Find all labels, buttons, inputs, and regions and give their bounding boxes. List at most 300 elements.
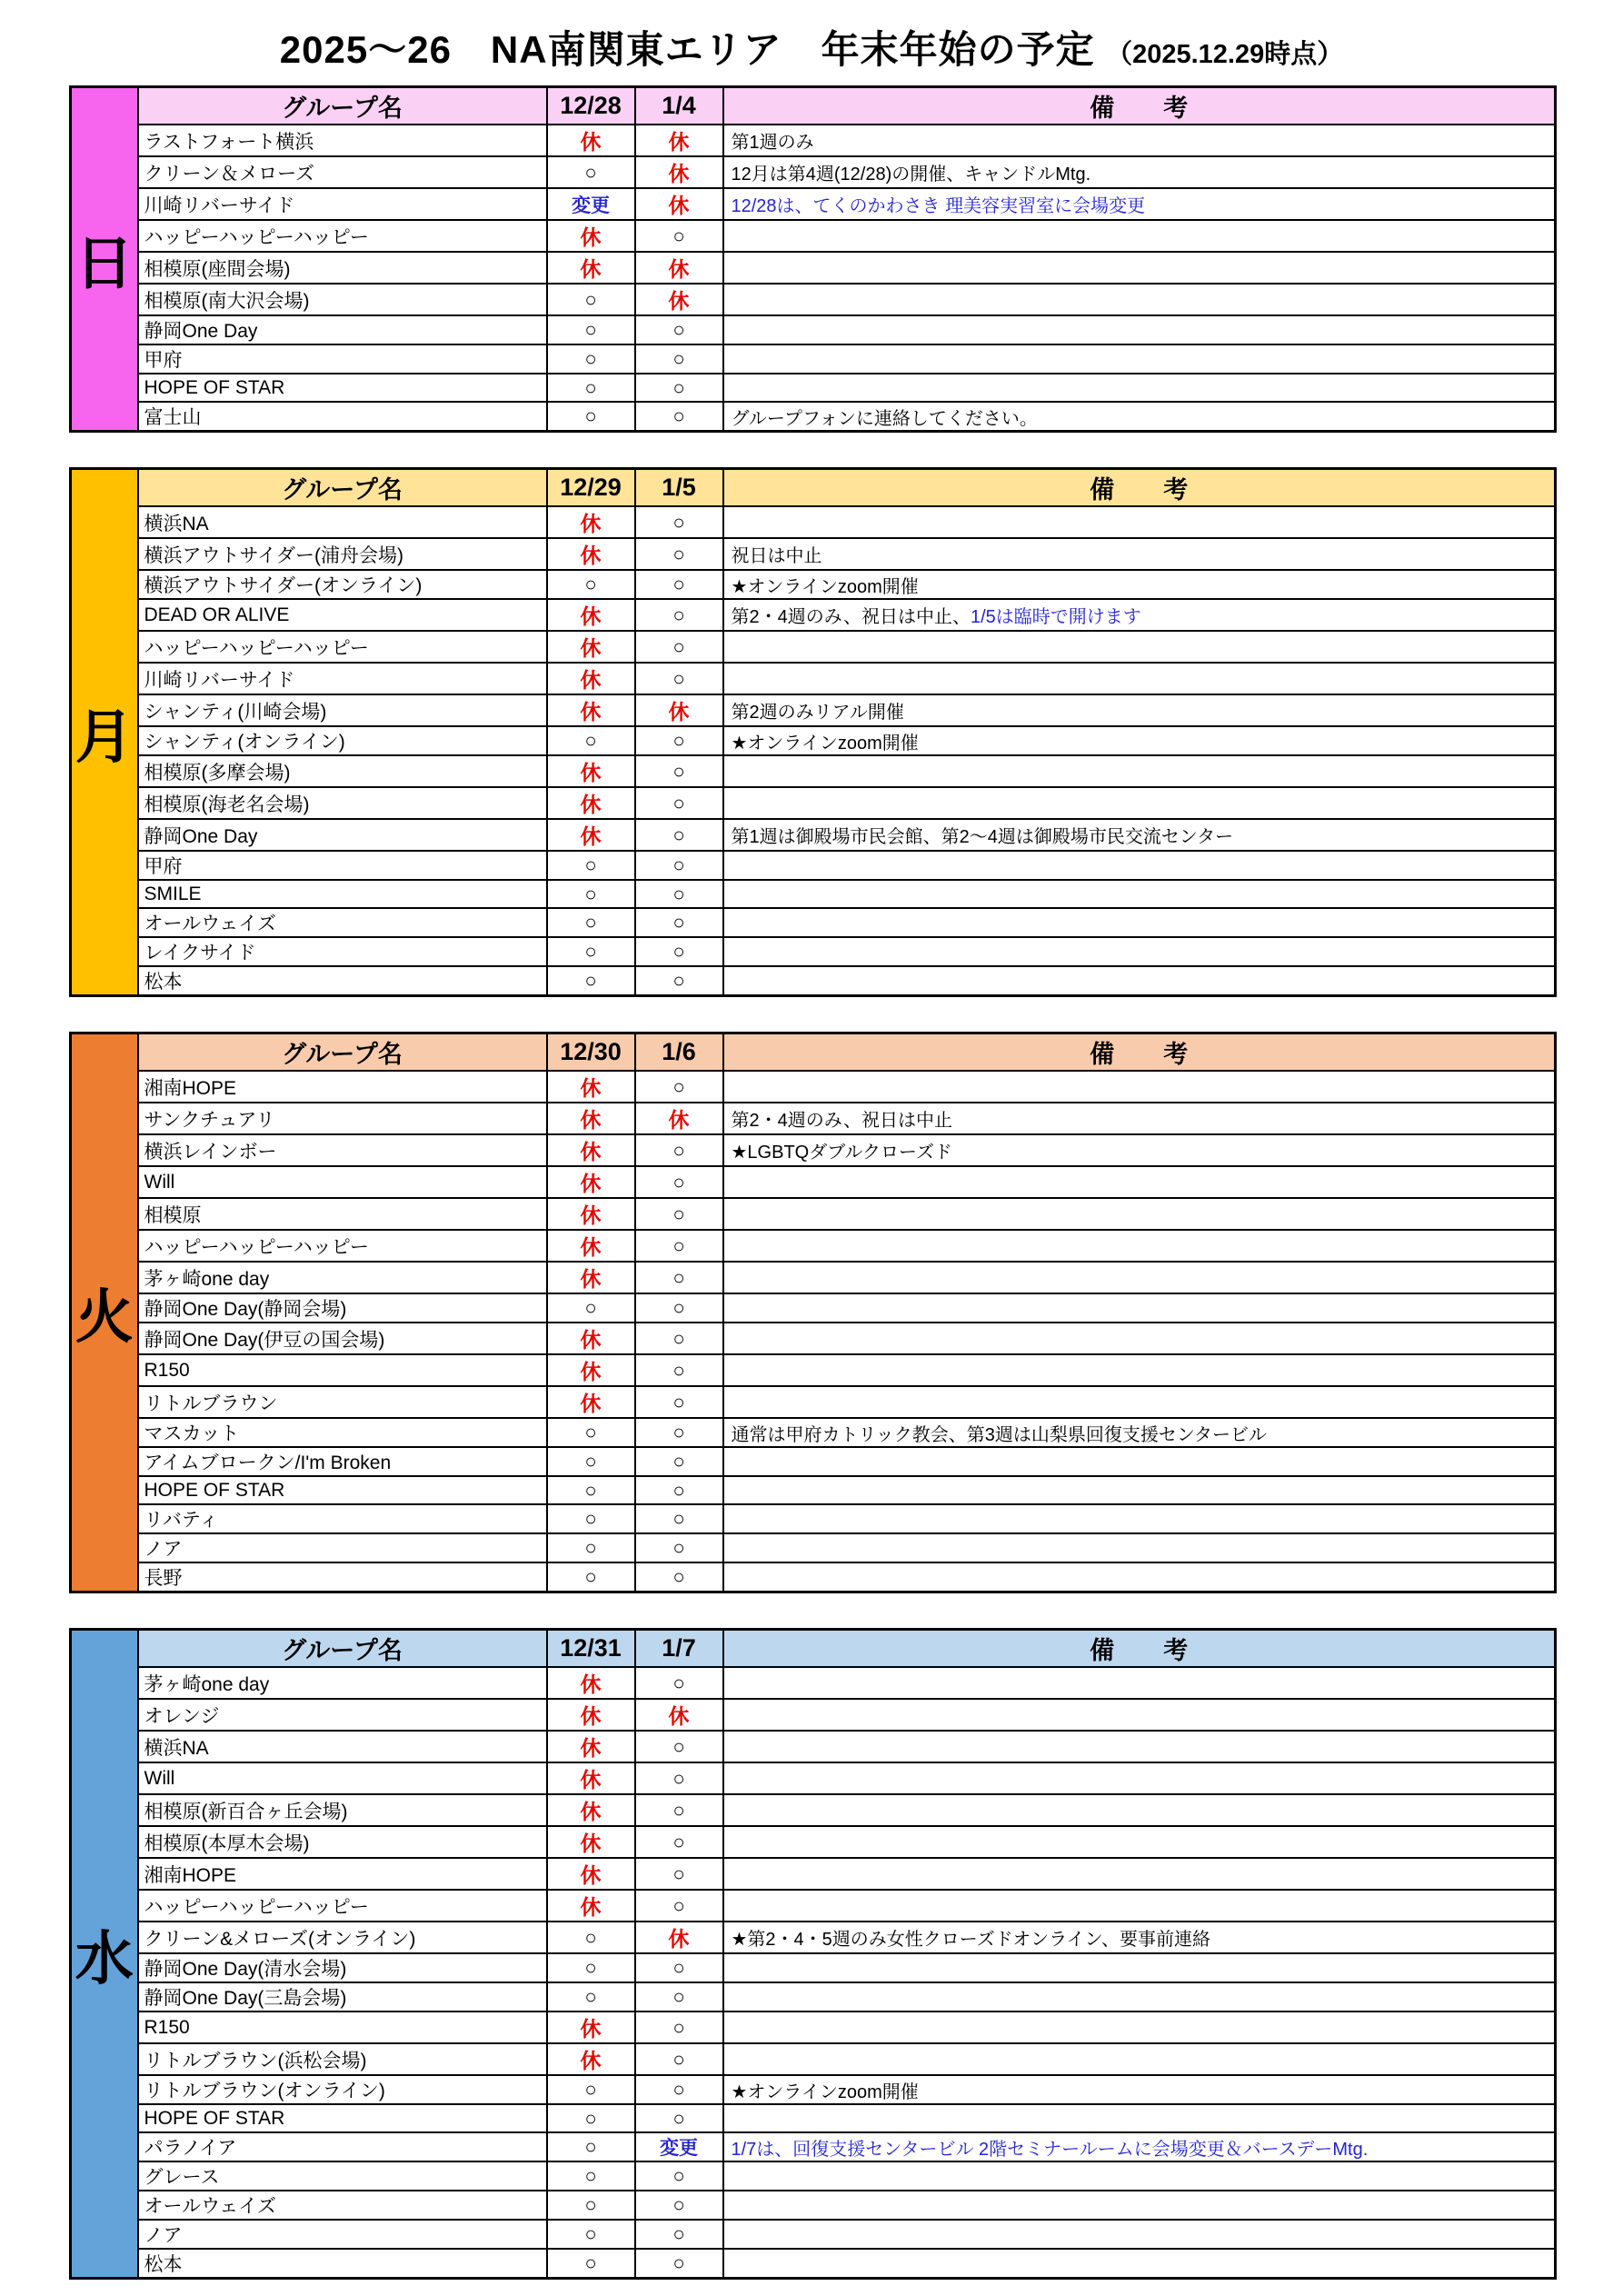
date1-status-cell: 休 [547,1890,635,1922]
table-row [71,374,1556,402]
group-name-cell: HOPE OF STAR [138,374,547,402]
date1-header: 12/30 [547,1033,635,1072]
date1-status-cell: ○ [547,284,635,315]
date1-status-cell: 休 [547,1731,635,1762]
remarks-cell [723,315,1556,344]
date2-status-cell: ○ [635,1418,723,1447]
date2-status-cell: ○ [635,1166,723,1198]
group-name-cell: 松本 [138,966,547,996]
remark-text: 第1週は御殿場市民会館、第2～4週は御殿場市民交流センター [731,827,1234,847]
remarks-cell [723,156,1556,188]
remark-text-blue: 1/5は臨時で開けます [970,607,1141,627]
remarks-cell [723,1134,1556,1166]
date1-status-cell: 変更 [547,188,635,220]
schedule-table-monday [69,467,1557,997]
remarks-cell [723,2011,1556,2043]
date2-status-cell: ○ [635,1230,723,1262]
table-row [71,2043,1556,2075]
date1-status-cell: ○ [547,966,635,996]
group-name-cell: パラノイア [138,2132,547,2161]
remarks-cell [723,2104,1556,2132]
table-row [71,2249,1556,2279]
date1-status-cell: 休 [547,252,635,284]
group-name-cell: オレンジ [138,1699,547,1731]
group-name-cell: ハッピーハッピーハッピー [138,1890,547,1922]
table-row [71,2104,1556,2132]
date1-status-cell: 休 [547,694,635,726]
group-name-cell: 静岡One Day(清水会場) [138,1953,547,1982]
date1-status-cell: 休 [547,787,635,819]
date2-status-cell: ○ [635,506,723,538]
remark-text: ★オンラインzoom開催 [731,2081,919,2102]
table-row [71,506,1556,538]
date1-status-cell: ○ [547,570,635,599]
remarks-cell [723,2075,1556,2104]
group-name-cell: グレース [138,2161,547,2191]
remark-text: ★第2・4・5週のみ女性クローズドオンライン、要事前連絡 [731,1930,1210,1950]
table-row [71,755,1556,787]
remarks-cell [723,755,1556,787]
date1-status-cell: ○ [547,1293,635,1323]
group-name-cell: リバティ [138,1504,547,1533]
group-name-cell: Will [138,1762,547,1794]
date2-header: 1/7 [635,1630,723,1668]
date1-status-cell: ○ [547,344,635,374]
schedule-table-sunday [69,85,1557,433]
remarks-cell [723,787,1556,819]
group-name-cell: 湘南HOPE [138,1858,547,1890]
remarks-cell [723,2043,1556,2075]
group-name-cell: 相模原(座間会場) [138,252,547,284]
remarks-cell [723,908,1556,937]
table-row [71,1762,1556,1794]
table-row [71,1667,1556,1699]
table-row [71,1418,1556,1447]
group-name-cell: 静岡One Day(静岡会場) [138,1293,547,1323]
date1-status-cell: ○ [547,908,635,937]
date2-status-cell: ○ [635,1476,723,1504]
group-name-cell: ラストフォート横浜 [138,125,547,156]
group-name-cell: SMILE [138,880,547,908]
table-row [71,631,1556,663]
table-row [71,2011,1556,2043]
remarks-cell [723,1166,1556,1198]
table-row [71,2191,1556,2220]
group-name-cell: レイクサイド [138,937,547,966]
group-name-cell: 静岡One Day(伊豆の国会場) [138,1323,547,1354]
date2-status-cell: ○ [635,880,723,908]
group-name-header: グループ名 [138,1630,547,1668]
date1-status-cell: 休 [547,819,635,851]
date2-status-cell: ○ [635,2249,723,2279]
date2-status-cell: ○ [635,908,723,937]
date1-status-cell: ○ [547,2132,635,2161]
remarks-cell [723,1922,1556,1953]
remarks-cell [723,1103,1556,1134]
remarks-cell [723,402,1556,432]
date1-status-cell: 休 [547,1166,635,1198]
table-row [71,344,1556,374]
group-name-cell: 静岡One Day [138,819,547,851]
date2-status-cell: ○ [635,1533,723,1562]
table-row [71,1982,1556,2011]
remarks-cell [723,220,1556,252]
date2-status-cell: ○ [635,2011,723,2043]
date1-status-cell: 休 [547,1230,635,1262]
table-row [71,1533,1556,1562]
table-row [71,252,1556,284]
date1-status-cell: ○ [547,1982,635,2011]
table-row [71,284,1556,315]
date1-status-cell: 休 [547,1386,635,1418]
date1-status-cell: 休 [547,1354,635,1386]
remarks-cell [723,1858,1556,1890]
table-row [71,1731,1556,1762]
day-label-tuesday: 火 [71,1033,138,1592]
remarks-cell [723,252,1556,284]
date2-status-cell: ○ [635,1858,723,1890]
date2-status-cell: ○ [635,1134,723,1166]
remarks-cell [723,1533,1556,1562]
group-name-cell: ノア [138,2220,547,2249]
remarks-cell [723,937,1556,966]
table-row [71,1323,1556,1354]
header-row [71,87,1556,125]
group-name-cell: 相模原(新百合ヶ丘会場) [138,1794,547,1826]
date2-status-cell: 休 [635,694,723,726]
table-row [71,1562,1556,1592]
table-row [71,2220,1556,2249]
date1-status-cell: ○ [547,880,635,908]
date2-status-cell: ○ [635,344,723,374]
date2-header: 1/6 [635,1033,723,1072]
table-row [71,1230,1556,1262]
remark-text: ★オンラインzoom開催 [731,733,919,754]
remarks-cell [723,819,1556,851]
remarks-cell [723,966,1556,996]
table-row [71,966,1556,996]
remarks-cell [723,1198,1556,1230]
date1-status-cell: ○ [547,1447,635,1476]
table-row [71,315,1556,344]
date1-status-cell: 休 [547,599,635,631]
date2-status-cell: ○ [635,1198,723,1230]
remarks-header: 備 考 [723,1630,1556,1668]
date2-status-cell: ○ [635,1826,723,1858]
date1-status-cell: 休 [547,1198,635,1230]
group-name-cell: ハッピーハッピーハッピー [138,631,547,663]
table-row [71,125,1556,156]
date1-header: 12/29 [547,469,635,507]
date2-status-cell: ○ [635,1504,723,1533]
schedule-table-tuesday [69,1032,1557,1593]
remark-text: 第2・4週のみ、祝日は中止 [731,1111,952,1131]
group-name-cell: 松本 [138,2249,547,2279]
date2-status-cell: ○ [635,1386,723,1418]
remark-text: 第2・4週のみ、祝日は中止、 [731,607,971,627]
date1-status-cell: ○ [547,2161,635,2191]
remark-text: 通常は甲府カトリック教会、第3週は山梨県回復支援センタービル [731,1424,1268,1445]
table-row [71,538,1556,570]
date2-status-cell: ○ [635,2075,723,2104]
group-name-cell: リトルブラウン [138,1386,547,1418]
group-name-cell: オールウェイズ [138,908,547,937]
date2-status-cell: ○ [635,1762,723,1794]
date2-status-cell: 変更 [635,2132,723,2161]
date1-status-cell: ○ [547,1418,635,1447]
date1-status-cell: ○ [547,2075,635,2104]
table-row [71,1858,1556,1890]
date1-status-cell: ○ [547,2191,635,2220]
date2-status-cell: ○ [635,819,723,851]
remarks-cell [723,374,1556,402]
day-label-wednesday: 水 [71,1630,138,2279]
date1-status-cell: 休 [547,1794,635,1826]
remarks-cell [723,1262,1556,1293]
table-row [71,220,1556,252]
day-label-sunday: 日 [71,87,138,432]
group-name-cell: 相模原 [138,1198,547,1230]
group-name-cell: シャンティ(川崎会場) [138,694,547,726]
date2-status-cell: 休 [635,1103,723,1134]
table-row [71,1504,1556,1533]
remarks-cell [723,1476,1556,1504]
date2-status-cell: ○ [635,937,723,966]
date1-status-cell: ○ [547,937,635,966]
date2-status-cell: ○ [635,851,723,880]
group-name-cell: ハッピーハッピーハッピー [138,220,547,252]
date2-status-cell: ○ [635,1953,723,1982]
date2-status-cell: ○ [635,1982,723,2011]
date2-status-cell: ○ [635,755,723,787]
date1-status-cell: ○ [547,2104,635,2132]
remarks-cell [723,1982,1556,2011]
schedule-table-wednesday [69,1628,1557,2280]
page-title [0,0,1623,75]
remarks-cell [723,1667,1556,1699]
table-row [71,1134,1556,1166]
date1-status-cell: ○ [547,2220,635,2249]
remarks-cell [723,1354,1556,1386]
date1-status-cell: ○ [547,1562,635,1592]
date1-status-cell: ○ [547,851,635,880]
date2-status-cell: 休 [635,156,723,188]
group-name-cell: 相模原(海老名会場) [138,787,547,819]
table-row [71,663,1556,694]
date2-status-cell: 休 [635,1699,723,1731]
group-name-cell: R150 [138,1354,547,1386]
table-row [71,1890,1556,1922]
date1-status-cell: 休 [547,2011,635,2043]
date2-status-cell: ○ [635,787,723,819]
table-row [71,1953,1556,1982]
table-row [71,851,1556,880]
group-name-cell: クリーン&メローズ(オンライン) [138,1922,547,1953]
date2-status-cell: ○ [635,2043,723,2075]
remarks-cell [723,599,1556,631]
group-name-cell: リトルブラウン(オンライン) [138,2075,547,2104]
table-row [71,1354,1556,1386]
remarks-cell [723,2132,1556,2161]
date2-status-cell: ○ [635,1890,723,1922]
remarks-cell [723,284,1556,315]
remarks-cell [723,538,1556,570]
date1-status-cell: ○ [547,1476,635,1504]
remarks-cell [723,570,1556,599]
remarks-cell [723,2249,1556,2279]
table-row [71,880,1556,908]
date2-status-cell: ○ [635,599,723,631]
table-row [71,156,1556,188]
remarks-cell [723,2191,1556,2220]
table-row [71,1386,1556,1418]
remarks-cell [723,1323,1556,1354]
group-name-cell: シャンティ(オンライン) [138,726,547,755]
remarks-cell [723,694,1556,726]
date2-status-cell: ○ [635,570,723,599]
group-name-cell: Will [138,1166,547,1198]
remark-text: 第2週のみリアル開催 [731,703,904,723]
table-row [71,2161,1556,2191]
date1-status-cell: 休 [547,663,635,694]
date1-status-cell: 休 [547,1699,635,1731]
date1-status-cell: 休 [547,1323,635,1354]
day-label-monday: 月 [71,469,138,996]
table-row [71,937,1556,966]
date2-status-cell: 休 [635,252,723,284]
date2-status-cell: ○ [635,1794,723,1826]
remarks-cell [723,880,1556,908]
date2-status-cell: ○ [635,1447,723,1476]
date1-status-cell: ○ [547,2249,635,2279]
header-row [71,1630,1556,1668]
group-name-cell: HOPE OF STAR [138,2104,547,2132]
date1-status-cell: ○ [547,1953,635,1982]
date1-status-cell: 休 [547,2043,635,2075]
remarks-cell [723,1386,1556,1418]
table-row [71,402,1556,432]
group-name-cell: 横浜NA [138,1731,547,1762]
remark-text: グループフォンに連絡してください。 [731,408,1038,429]
date2-header: 1/4 [635,87,723,125]
date2-status-cell: ○ [635,1731,723,1762]
group-name-cell: 横浜レインボー [138,1134,547,1166]
date2-status-cell: ○ [635,663,723,694]
remarks-cell [723,726,1556,755]
date2-status-cell: ○ [635,2220,723,2249]
remark-text: 第1週のみ [731,133,814,153]
date2-status-cell: ○ [635,2161,723,2191]
remark-text: ★オンラインzoom開催 [731,576,919,597]
date2-status-cell: 休 [635,188,723,220]
date1-status-cell: 休 [547,1826,635,1858]
date2-status-cell: ○ [635,1354,723,1386]
table-row [71,787,1556,819]
remarks-header: 備 考 [723,1033,1556,1072]
remarks-cell [723,851,1556,880]
date2-status-cell: ○ [635,2191,723,2220]
date1-status-cell: 休 [547,125,635,156]
table-row [71,570,1556,599]
date1-status-cell: 休 [547,1071,635,1103]
date1-header: 12/28 [547,87,635,125]
date1-status-cell: 休 [547,631,635,663]
group-name-cell: 甲府 [138,344,547,374]
group-name-cell: クリーン＆メローズ [138,156,547,188]
table-row [71,1071,1556,1103]
date2-status-cell: ○ [635,1323,723,1354]
group-name-cell: 川崎リバーサイド [138,188,547,220]
group-name-cell: 相模原(南大沢会場) [138,284,547,315]
date2-status-cell: ○ [635,220,723,252]
remark-text-blue: 1/7は、回復支援センタービル 2階セミナールームに会場変更＆バースデーMtg. [731,2139,1369,2160]
remarks-cell [723,344,1556,374]
remark-text-blue: 12/28は、てくのかわさき 理美容実習室に会場変更 [731,196,1146,216]
group-name-cell: 静岡One Day(三島会場) [138,1982,547,2011]
table-row [71,1198,1556,1230]
header-row [71,1033,1556,1072]
date1-status-cell: 休 [547,1762,635,1794]
date2-status-cell: ○ [635,631,723,663]
group-name-cell: 相模原(本厚木会場) [138,1826,547,1858]
remarks-cell [723,1504,1556,1533]
group-name-cell: マスカット [138,1418,547,1447]
date2-status-cell: ○ [635,1262,723,1293]
table-row [71,1699,1556,1731]
date1-status-cell: ○ [547,156,635,188]
schedule-sections [0,85,1623,2280]
date2-status-cell: ○ [635,966,723,996]
group-name-cell: 富士山 [138,402,547,432]
group-name-cell: 茅ヶ崎one day [138,1667,547,1699]
remarks-cell [723,1230,1556,1262]
table-row [71,1447,1556,1476]
remarks-header: 備 考 [723,87,1556,125]
header-row [71,469,1556,507]
date2-status-cell: 休 [635,125,723,156]
remarks-cell [723,1953,1556,1982]
table-row [71,1794,1556,1826]
group-name-cell: アイムブロークン/I'm Broken [138,1447,547,1476]
group-name-cell: R150 [138,2011,547,2043]
date2-status-cell: ○ [635,2104,723,2132]
date1-status-cell: ○ [547,726,635,755]
date2-status-cell: ○ [635,726,723,755]
date2-header: 1/5 [635,469,723,507]
date1-status-cell: ○ [547,1504,635,1533]
table-row [71,599,1556,631]
table-row [71,1476,1556,1504]
remarks-cell [723,1731,1556,1762]
remarks-cell [723,1293,1556,1323]
date1-status-cell: ○ [547,1922,635,1953]
date1-header: 12/31 [547,1630,635,1668]
table-row [71,726,1556,755]
date2-status-cell: 休 [635,1922,723,1953]
group-name-cell: 相模原(多摩会場) [138,755,547,787]
remarks-cell [723,2220,1556,2249]
date1-status-cell: 休 [547,1134,635,1166]
remarks-cell [723,1562,1556,1592]
page-title-main: 2025～26 NA南関東エリア 年末年始の予定 [279,28,1095,71]
date1-status-cell: 休 [547,506,635,538]
group-name-cell: DEAD OR ALIVE [138,599,547,631]
remark-text: ★LGBTQダブルクローズド [731,1143,953,1163]
remarks-cell [723,1762,1556,1794]
table-row [71,1103,1556,1134]
group-name-cell: ノア [138,1533,547,1562]
date1-status-cell: ○ [547,374,635,402]
